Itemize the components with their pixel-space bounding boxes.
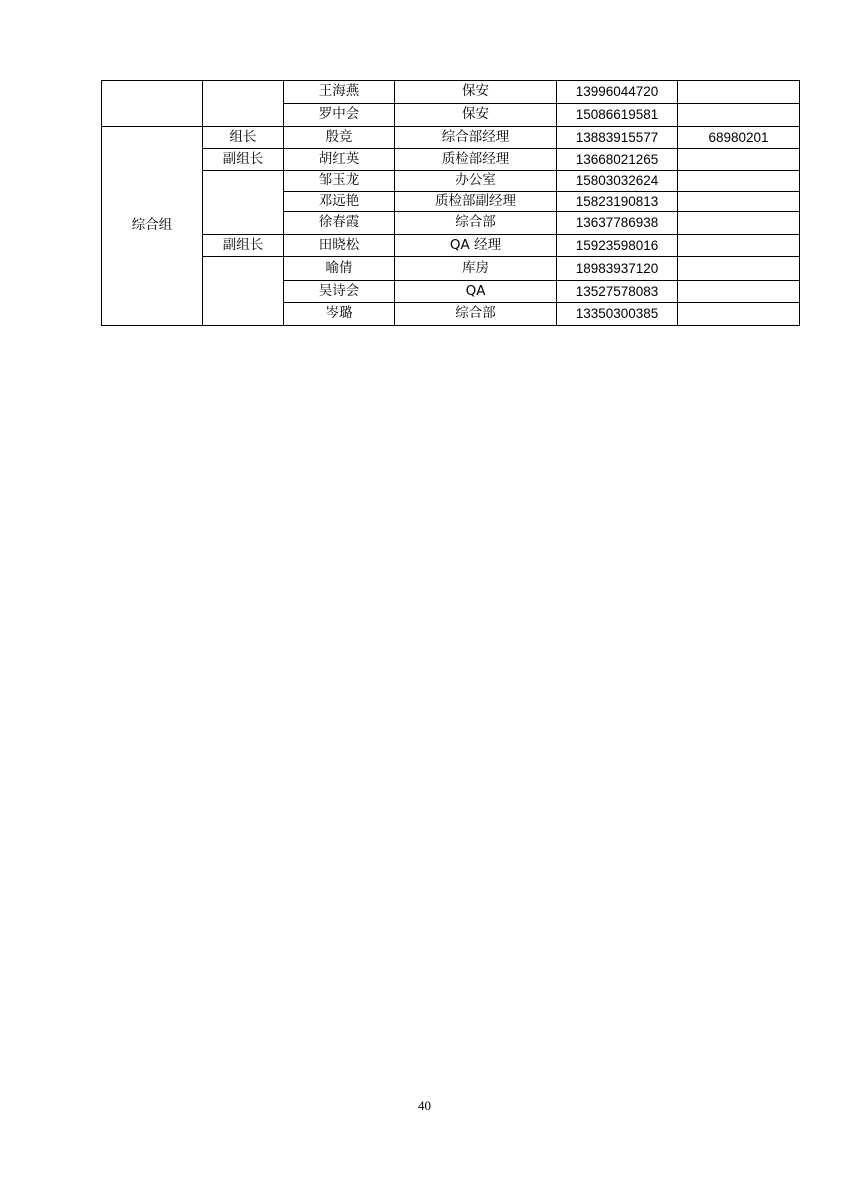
group-cell	[102, 81, 203, 127]
page-number: 40	[418, 1098, 431, 1113]
phone-cell: 13996044720	[557, 81, 678, 104]
name-cell: 殷竞	[284, 127, 395, 149]
table-row	[102, 171, 800, 192]
ext-cell	[678, 171, 800, 192]
ext-cell	[678, 149, 800, 171]
name-cell: 喻倩	[284, 257, 395, 281]
phone-cell: 15086619581	[557, 104, 678, 127]
ext-cell	[678, 81, 800, 104]
phone-cell: 13883915577	[557, 127, 678, 149]
dept-cell: 质检部经理	[395, 149, 557, 171]
ext-cell	[678, 212, 800, 235]
name-cell: 岑璐	[284, 303, 395, 326]
dept-cell: 综合部	[395, 303, 557, 326]
name-cell: 胡红英	[284, 149, 395, 171]
name-cell: 徐春霞	[284, 212, 395, 235]
table-row	[102, 149, 800, 171]
ext-cell	[678, 235, 800, 257]
ext-cell	[678, 281, 800, 303]
dept-cell: QA 经理	[395, 235, 557, 257]
dept-cell: 保安	[395, 104, 557, 127]
table-row	[102, 127, 800, 149]
contact-table	[101, 80, 800, 326]
role-cell	[203, 257, 284, 326]
dept-cell: 保安	[395, 81, 557, 104]
ext-cell	[678, 257, 800, 281]
name-cell: 王海燕	[284, 81, 395, 104]
phone-cell: 13668021265	[557, 149, 678, 171]
dept-cell: 库房	[395, 257, 557, 281]
name-cell: 邹玉龙	[284, 171, 395, 192]
dept-cell: 办公室	[395, 171, 557, 192]
phone-cell: 13637786938	[557, 212, 678, 235]
dept-cell: 综合部经理	[395, 127, 557, 149]
dept-cell: 质检部副经理	[395, 192, 557, 212]
dept-cell: 综合部	[395, 212, 557, 235]
table-row	[102, 257, 800, 281]
role-cell	[203, 81, 284, 127]
role-cell: 副组长	[203, 235, 284, 257]
name-cell: 罗中会	[284, 104, 395, 127]
ext-cell	[678, 192, 800, 212]
role-cell: 组长	[203, 127, 284, 149]
role-cell	[203, 171, 284, 235]
table-row	[102, 235, 800, 257]
phone-cell: 15803032624	[557, 171, 678, 192]
dept-cell: QA	[395, 281, 557, 303]
ext-cell: 68980201	[678, 127, 800, 149]
ext-cell	[678, 104, 800, 127]
name-cell: 邓远艳	[284, 192, 395, 212]
ext-cell	[678, 303, 800, 326]
role-cell: 副组长	[203, 149, 284, 171]
table-row	[102, 81, 800, 104]
phone-cell: 18983937120	[557, 257, 678, 281]
name-cell: 田晓松	[284, 235, 395, 257]
group-cell: 综合组	[102, 127, 203, 326]
phone-cell: 13527578083	[557, 281, 678, 303]
phone-cell: 13350300385	[557, 303, 678, 326]
phone-cell: 15823190813	[557, 192, 678, 212]
phone-cell: 15923598016	[557, 235, 678, 257]
name-cell: 吴诗会	[284, 281, 395, 303]
